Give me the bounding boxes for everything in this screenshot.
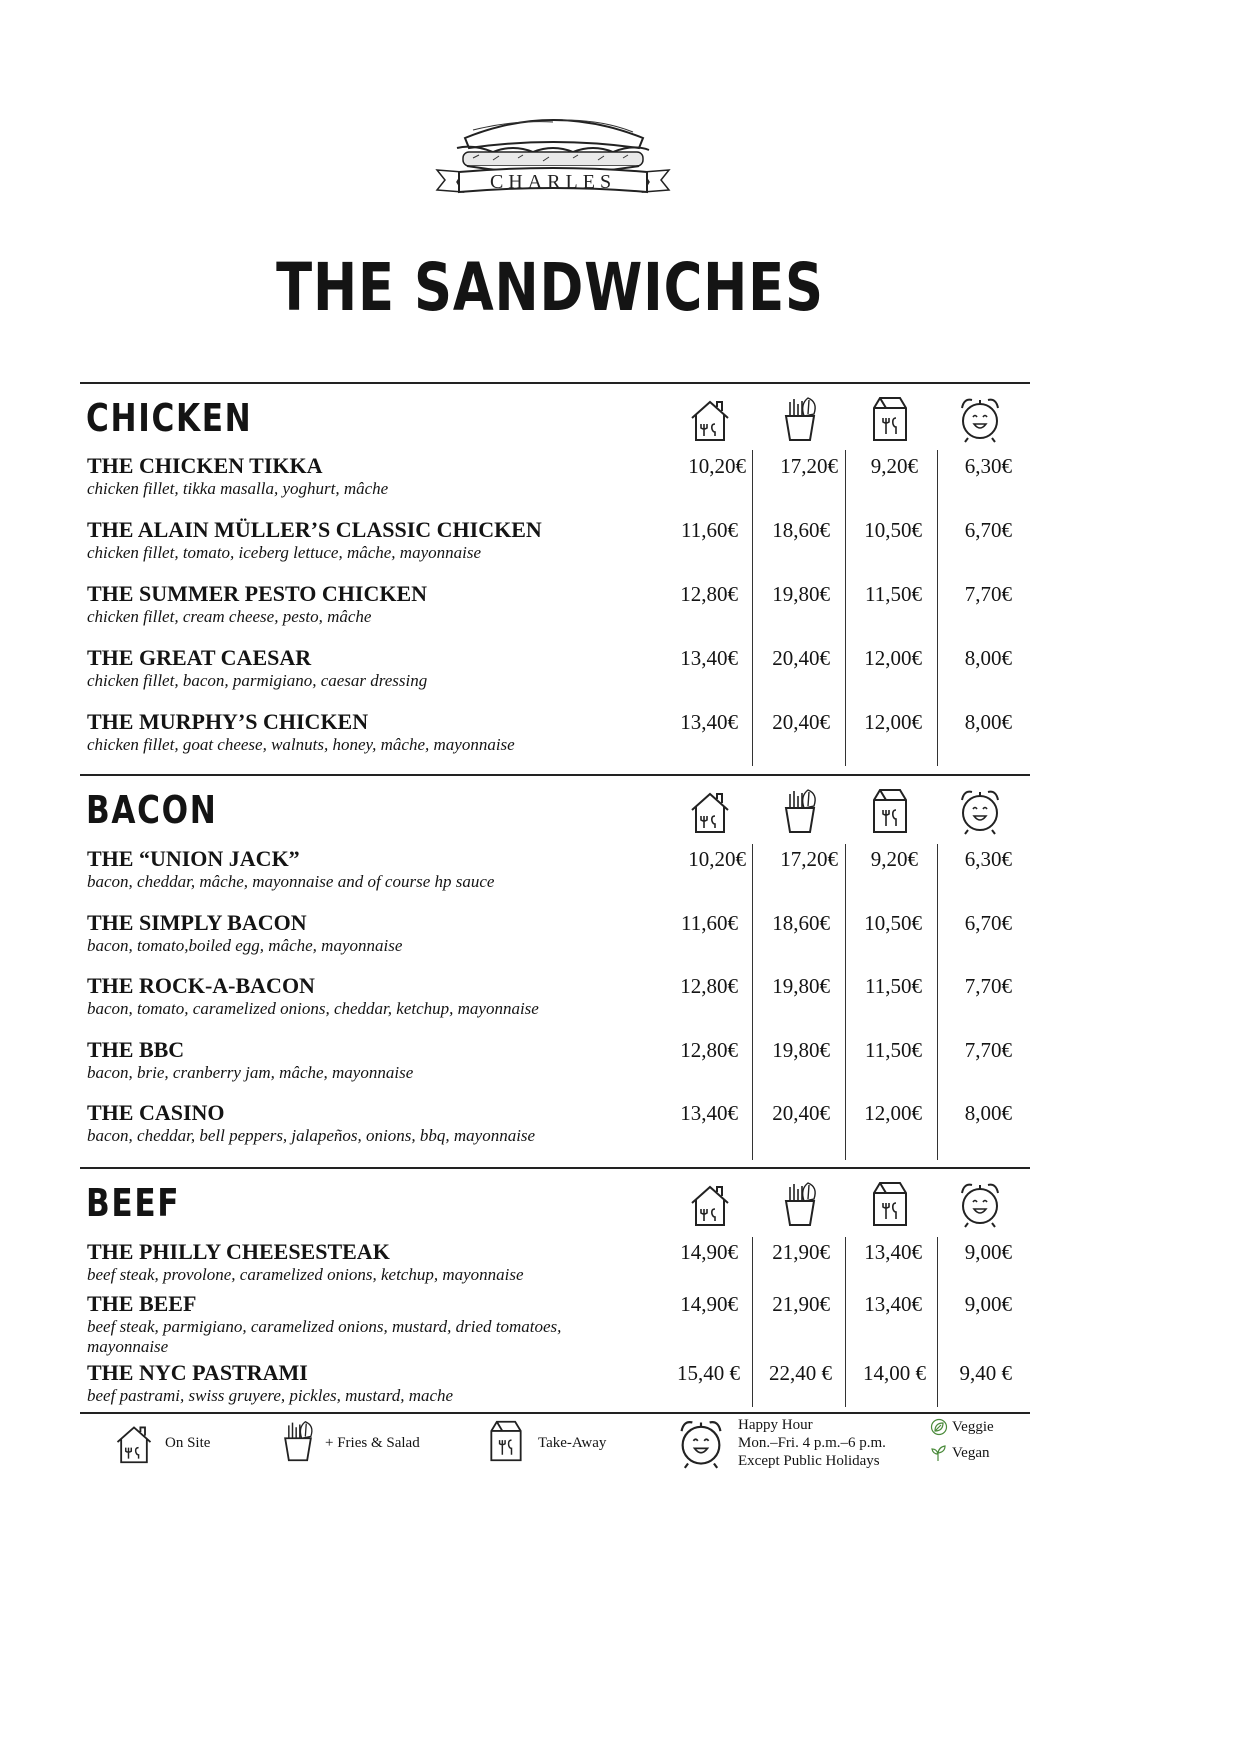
price-on-site: 11,60€ (681, 911, 738, 935)
item-name: THE ROCK-A-BACON (87, 973, 315, 998)
price-on-site: 13,40€ (680, 646, 738, 670)
price-fries-salad: 19,80€ (772, 1038, 830, 1062)
takeaway-bag-icon (866, 1179, 914, 1229)
fries-salad-icon (776, 786, 824, 836)
price-happy-hour: 6,70€ (964, 518, 1012, 542)
alarm-clock-icon (956, 394, 1004, 444)
price-fries-salad: 21,90€ (772, 1292, 830, 1316)
price-fries-salad: 17,20€ (780, 454, 838, 478)
price-fries-salad: 18,60€ (772, 911, 830, 935)
price-fries-salad: 17,20€ (780, 847, 838, 871)
item-description: beef steak, provolone, caramelized onions, ketchup, mayonnaise (87, 1265, 524, 1284)
legend-happy-hour-title: Happy Hour (738, 1417, 813, 1433)
item-name: THE SUMMER PESTO CHICKEN (87, 581, 428, 606)
section-bacon (80, 774, 1030, 1170)
house-icon (112, 1420, 156, 1466)
price-happy-hour: 8,00€ (964, 646, 1012, 670)
item-description: chicken fillet, cream cheese, pesto, mâche (87, 607, 372, 626)
price-happy-hour: 9,40 € (959, 1361, 1012, 1385)
section-title: BEEF (86, 1181, 181, 1225)
price-happy-hour: 7,70€ (964, 582, 1012, 606)
price-fries-salad: 20,40€ (772, 1101, 830, 1125)
price-happy-hour: 8,00€ (964, 710, 1012, 734)
item-description: chicken fillet, goat cheese, walnuts, honey, mâche, mayonnaise (87, 735, 515, 754)
price-take-away: 14,00 € (863, 1361, 926, 1385)
legend (80, 1412, 1030, 1484)
fries-salad-icon (776, 1179, 824, 1229)
legend-on-site: On Site (165, 1435, 211, 1451)
price-fries-salad: 19,80€ (772, 974, 830, 998)
price-fries-salad: 21,90€ (772, 1240, 830, 1264)
takeaway-bag-icon (484, 1418, 528, 1464)
section-chicken (80, 382, 1030, 777)
price-on-site: 10,20€ (688, 454, 746, 478)
veggie-leaf-icon (930, 1418, 948, 1436)
price-take-away: 10,50€ (864, 518, 922, 542)
item-description: bacon, brie, cranberry jam, mâche, mayonnaise (87, 1063, 414, 1082)
item-name: THE MURPHY’S CHICKEN (87, 709, 369, 734)
alarm-clock-icon (956, 1179, 1004, 1229)
item-description: bacon, tomato, caramelized onions, cheddar, ketchup, mayonnaise (87, 999, 539, 1018)
item-description: beef steak, parmigiano, caramelized onions, mustard, dried tomatoes, mayonnaise (87, 1317, 562, 1356)
price-on-site: 14,90€ (680, 1240, 738, 1264)
price-happy-hour: 9,00€ (964, 1292, 1012, 1316)
section-title: CHICKEN (86, 396, 253, 440)
alarm-clock-icon (674, 1416, 728, 1470)
price-on-site: 12,80€ (680, 974, 738, 998)
item-description: chicken fillet, tomato, iceberg lettuce, mâche, mayonnaise (87, 543, 482, 562)
price-on-site: 14,90€ (680, 1292, 738, 1316)
price-take-away: 11,50€ (865, 582, 922, 606)
item-name: THE BBC (87, 1037, 185, 1062)
price-happy-hour: 8,00€ (964, 1101, 1012, 1125)
item-name: THE “UNION JACK” (87, 846, 300, 871)
charles-logo (433, 108, 673, 208)
price-on-site: 15,40 € (677, 1361, 740, 1385)
item-name: THE ALAIN MÜLLER’S CLASSIC CHICKEN (87, 517, 542, 542)
price-take-away: 12,00€ (864, 710, 922, 734)
price-on-site: 11,60€ (681, 518, 738, 542)
price-happy-hour: 7,70€ (964, 1038, 1012, 1062)
page-title: THE SANDWICHES (276, 249, 824, 326)
legend-vegan: Vegan (952, 1445, 990, 1461)
price-happy-hour: 6,70€ (964, 911, 1012, 935)
price-take-away: 11,50€ (865, 1038, 922, 1062)
price-on-site: 12,80€ (680, 582, 738, 606)
item-name: THE NYC PASTRAMI (87, 1360, 308, 1385)
price-happy-hour: 6,30€ (964, 454, 1012, 478)
legend-veggie: Veggie (952, 1419, 994, 1435)
item-name: THE PHILLY CHEESESTEAK (87, 1239, 390, 1264)
price-fries-salad: 19,80€ (772, 582, 830, 606)
price-take-away: 9,20€ (870, 454, 918, 478)
price-on-site: 13,40€ (680, 1101, 738, 1125)
price-take-away: 9,20€ (870, 847, 918, 871)
price-fries-salad: 20,40€ (772, 646, 830, 670)
house-icon (686, 786, 734, 836)
alarm-clock-icon (956, 786, 1004, 836)
legend-fries-salad: + Fries & Salad (325, 1435, 420, 1451)
item-name: THE GREAT CAESAR (87, 645, 312, 670)
price-happy-hour: 7,70€ (964, 974, 1012, 998)
price-take-away: 11,50€ (865, 974, 922, 998)
price-on-site: 10,20€ (688, 847, 746, 871)
item-description: beef pastrami, swiss gruyere, pickles, mustard, mache (87, 1386, 454, 1405)
fries-salad-icon (276, 1418, 320, 1464)
price-take-away: 12,00€ (864, 1101, 922, 1125)
legend-happy-hour-time: Mon.–Fri. 4 p.m.–6 p.m. (738, 1435, 886, 1451)
vegan-sprout-icon (930, 1444, 948, 1462)
price-fries-salad: 22,40 € (769, 1361, 832, 1385)
legend-happy-hour-note: Except Public Holidays (738, 1453, 880, 1469)
price-fries-salad: 18,60€ (772, 518, 830, 542)
price-take-away: 12,00€ (864, 646, 922, 670)
item-description: bacon, cheddar, bell peppers, jalapeños, onions, bbq, mayonnaise (87, 1126, 536, 1145)
item-name: THE SIMPLY BACON (87, 910, 307, 935)
legend-take-away: Take-Away (538, 1435, 607, 1451)
section-title: BACON (86, 788, 218, 832)
item-name: THE CASINO (87, 1100, 225, 1125)
section-beef (80, 1167, 1030, 1414)
price-happy-hour: 9,00€ (964, 1240, 1012, 1264)
item-description: bacon, cheddar, mâche, mayonnaise and of course hp sauce (87, 872, 495, 891)
logo-text: CHARLES (489, 171, 617, 193)
price-on-site: 12,80€ (680, 1038, 738, 1062)
item-name: THE CHICKEN TIKKA (87, 453, 323, 478)
house-icon (686, 1179, 734, 1229)
price-happy-hour: 6,30€ (964, 847, 1012, 871)
price-take-away: 10,50€ (864, 911, 922, 935)
item-description: chicken fillet, bacon, parmigiano, caesar dressing (87, 671, 428, 690)
price-on-site: 13,40€ (680, 710, 738, 734)
price-take-away: 13,40€ (864, 1240, 922, 1264)
item-description: bacon, tomato,boiled egg, mâche, mayonnaise (87, 936, 403, 955)
takeaway-bag-icon (866, 786, 914, 836)
price-take-away: 13,40€ (864, 1292, 922, 1316)
fries-salad-icon (776, 394, 824, 444)
takeaway-bag-icon (866, 394, 914, 444)
price-fries-salad: 20,40€ (772, 710, 830, 734)
house-icon (686, 394, 734, 444)
item-description: chicken fillet, tikka masalla, yoghurt, mâche (87, 479, 389, 498)
item-name: THE BEEF (87, 1291, 197, 1316)
